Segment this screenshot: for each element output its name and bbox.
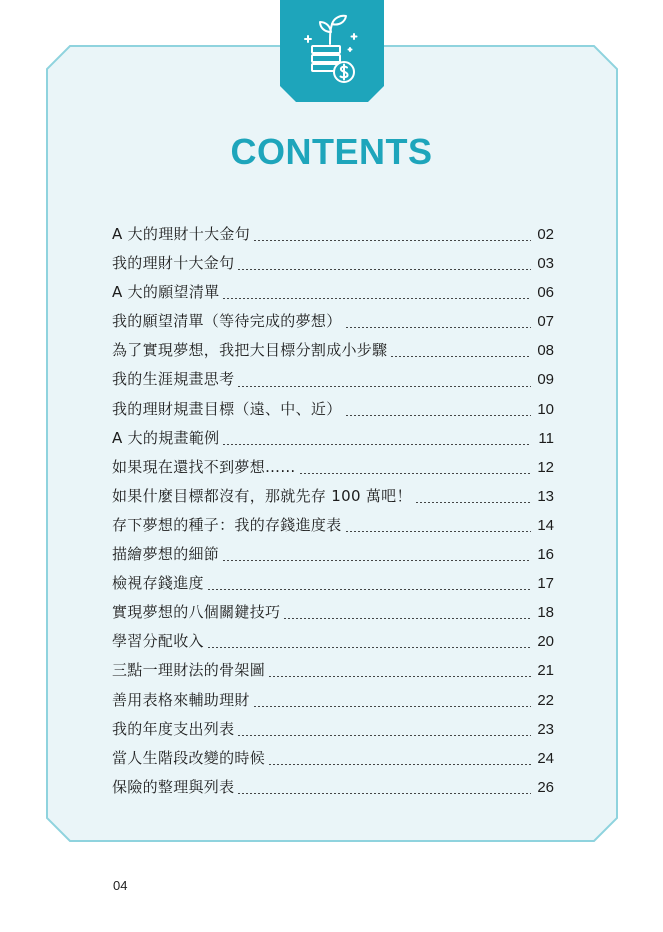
toc-entry-title: 三點一理財法的骨架圖: [112, 661, 266, 680]
toc-entry-page: 02: [537, 226, 554, 243]
toc-entry-page: 09: [537, 371, 554, 389]
toc-entry[interactable]: [112, 686, 554, 715]
toc-entry-page: 03: [537, 255, 554, 273]
dot-leader: [207, 589, 531, 590]
dot-leader: [283, 618, 531, 619]
dot-leader: [237, 793, 531, 794]
toc-entry-title: 我的理財十大金句: [112, 254, 235, 273]
toc-entry-title: 我的生涯規畫思考: [112, 370, 235, 389]
toc-entry-title: A 大的理財十大金句: [112, 225, 251, 243]
toc-entry-title: A 大的願望清單: [112, 283, 220, 302]
toc-entry-page: 23: [537, 720, 554, 738]
dot-leader: [237, 386, 531, 387]
dot-leader: [345, 327, 531, 328]
toc-entry-page: 07: [537, 313, 554, 331]
toc-entry-title: 檢視存錢進度: [112, 574, 204, 593]
toc-entry-page: 10: [537, 400, 554, 418]
toc-entry[interactable]: [112, 336, 554, 365]
page-title: CONTENTS: [230, 131, 433, 172]
toc-entry[interactable]: [112, 365, 554, 394]
toc-entry-title: 為了實現夢想，我把大目標分割成小步驟: [112, 341, 388, 360]
toc-entry[interactable]: [112, 744, 554, 773]
page-number: 04: [113, 878, 128, 893]
toc-entry-page: 20: [537, 633, 554, 651]
toc-entry[interactable]: [112, 278, 554, 307]
dot-leader: [237, 735, 531, 736]
toc-entry-title: 我的願望清單（等待完成的夢想）: [112, 312, 342, 331]
dot-leader: [345, 415, 531, 416]
toc-entry-page: 08: [537, 342, 554, 360]
toc-entry-title: 保險的整理與列表: [112, 777, 235, 796]
toc-entry-title: 存下夢想的種子：我的存錢進度表: [112, 515, 342, 534]
toc-entry-page: 12: [537, 458, 554, 476]
dot-leader: [345, 531, 531, 532]
dot-leader: [253, 706, 531, 707]
dot-leader: [222, 444, 531, 445]
table-of-contents: [112, 220, 554, 802]
dot-leader: [207, 647, 531, 648]
toc-entry[interactable]: [112, 627, 554, 656]
dot-leader: [415, 502, 531, 503]
toc-entry[interactable]: [112, 220, 554, 249]
toc-entry[interactable]: [112, 307, 554, 336]
toc-entry-title: 我的年度支出列表: [112, 719, 235, 738]
toc-entry-title: 描繪夢想的細節: [112, 545, 220, 564]
toc-entry-page: 26: [537, 778, 554, 796]
header-badge: [280, 0, 384, 102]
toc-entry-page: 21: [537, 662, 554, 680]
toc-entry-page: 06: [537, 284, 554, 302]
toc-entry[interactable]: [112, 511, 554, 540]
dot-leader: [237, 269, 531, 270]
toc-entry[interactable]: [112, 715, 554, 744]
toc-entry-page: 24: [537, 749, 554, 767]
toc-entry-title: 如果什麼目標都沒有，那就先存 100 萬吧！: [112, 486, 412, 505]
toc-entry-title: 善用表格來輔助理財: [112, 690, 250, 709]
toc-entry-title: 當人生階段改變的時候: [112, 748, 266, 767]
dot-leader: [299, 473, 531, 474]
dot-leader: [268, 764, 531, 765]
toc-entry[interactable]: [112, 569, 554, 598]
dot-leader: [222, 298, 531, 299]
toc-entry-title: 我的理財規畫目標（遠、中、近）: [112, 399, 342, 418]
dot-leader: [253, 240, 531, 241]
toc-entry-page: 16: [537, 546, 554, 564]
toc-entry[interactable]: [112, 773, 554, 802]
toc-entry[interactable]: [112, 656, 554, 685]
toc-entry-page: 17: [537, 575, 554, 593]
toc-entry-page: 18: [537, 604, 554, 622]
toc-entry-title: 如果現在還找不到夢想……: [112, 457, 296, 476]
toc-entry[interactable]: [112, 395, 554, 424]
dot-leader: [390, 356, 531, 357]
dot-leader: [268, 676, 531, 677]
toc-entry-page: 22: [537, 691, 554, 709]
toc-entry-title: 學習分配收入: [112, 632, 204, 651]
toc-entry[interactable]: [112, 482, 554, 511]
toc-entry-page: 14: [537, 516, 554, 534]
dot-leader: [222, 560, 531, 561]
toc-entry[interactable]: [112, 424, 554, 453]
toc-entry-title: 實現夢想的八個關鍵技巧: [112, 603, 281, 622]
toc-entry[interactable]: [112, 598, 554, 627]
toc-entry-title: A 大的規畫範例: [112, 428, 220, 447]
toc-entry-page: 11: [538, 429, 554, 447]
toc-entry[interactable]: [112, 540, 554, 569]
toc-entry[interactable]: [112, 453, 554, 482]
toc-entry[interactable]: [112, 249, 554, 278]
toc-entry-page: 13: [537, 487, 554, 505]
